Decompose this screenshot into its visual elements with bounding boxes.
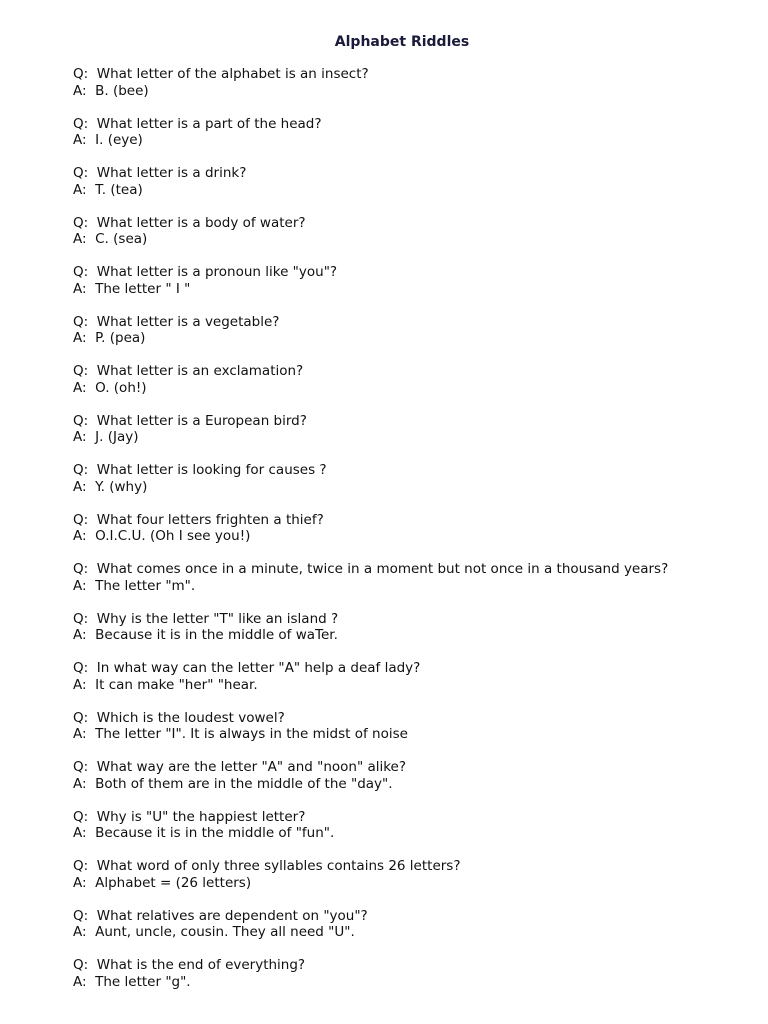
riddle-answer: A: The letter " I " [73, 280, 191, 297]
riddle-question: Q: What letter is an exclamation? [73, 363, 304, 379]
riddle-answer: A: The letter "I". It is always in the midst of noise [73, 726, 408, 742]
riddle-question: Q: What letter is looking for causes ? [73, 462, 327, 478]
riddle-item [73, 858, 668, 908]
riddle-question: Q: Why is the letter "T" like an island ? [73, 610, 339, 627]
riddle-answer: A: Aunt, uncle, cousin. They all need "U". [73, 924, 355, 940]
riddle-answer: A: Because it is in the middle of "fun". [73, 825, 335, 841]
riddle-item [73, 710, 668, 760]
riddle-item [73, 759, 668, 809]
riddle-item [73, 66, 668, 116]
riddle-item [73, 462, 668, 512]
riddle-answer: A: O. (oh!) [73, 379, 147, 396]
riddle-question: Q: In what way can the letter "A" help a deaf lady? [73, 660, 421, 676]
riddle-answer: A: T. (tea) [73, 181, 143, 198]
riddle-item [73, 116, 668, 166]
riddle-question: Q: What letter is a pronoun like "you"? [73, 264, 338, 280]
riddle-item [73, 314, 668, 364]
riddle-answer: A: O.I.C.U. (Oh I see you!) [73, 528, 251, 544]
riddle-answer: A: C. (sea) [73, 231, 148, 247]
riddle-item [73, 908, 668, 958]
riddle-question: Q: What letter is a drink? [73, 165, 247, 181]
riddle-item [73, 512, 668, 562]
riddle-answer: A: B. (bee) [73, 82, 149, 99]
riddle-item [73, 809, 668, 859]
riddle-question: Q: What is the end of everything? [73, 957, 306, 973]
riddle-question: Q: What letter is a part of the head? [73, 115, 322, 132]
riddle-answer: A: Both of them are in the middle of the "day". [73, 775, 393, 792]
riddle-question: Q: What way are the letter "A" and "noon" alike? [73, 759, 407, 775]
riddle-list [73, 66, 668, 1007]
riddle-item [73, 363, 668, 413]
riddle-item [73, 215, 668, 265]
riddle-answer: A: I. (eye) [73, 132, 143, 148]
riddle-item [73, 561, 668, 611]
riddle-question: Q: What letter is a European bird? [73, 412, 307, 429]
riddle-item [73, 957, 668, 1007]
riddle-item [73, 165, 668, 215]
riddle-question: Q: What word of only three syllables contains 26 letters? [73, 858, 461, 874]
riddle-question: Q: Why is "U" the happiest letter? [73, 808, 306, 825]
riddle-answer: A: It can make "her" "hear. [73, 676, 258, 693]
riddle-answer: A: P. (pea) [73, 330, 146, 346]
riddle-question: Q: What four letters frighten a thief? [73, 511, 324, 528]
riddle-question: Q: What letter is a body of water? [73, 214, 306, 231]
riddle-answer: A: The letter "m". [73, 577, 196, 594]
riddle-answer: A: Because it is in the middle of waTer. [73, 627, 338, 643]
riddle-question: Q: What letter is a vegetable? [73, 313, 280, 330]
riddle-item [73, 413, 668, 463]
riddle-question: Q: What relatives are dependent on "you"? [73, 907, 368, 924]
riddle-answer: A: J. (Jay) [73, 429, 139, 445]
riddle-question: Q: What comes once in a minute, twice in a moment but not once in a thousand years? [73, 561, 669, 577]
riddle-item [73, 660, 668, 710]
riddle-answer: A: Alphabet = (26 letters) [73, 874, 252, 891]
riddle-item [73, 611, 668, 661]
page-title: Alphabet Riddles [334, 34, 470, 50]
riddle-answer: A: The letter "g". [73, 973, 191, 990]
riddle-question: Q: Which is the loudest vowel? [73, 709, 285, 726]
riddle-item [73, 264, 668, 314]
riddle-question: Q: What letter of the alphabet is an insect? [73, 66, 369, 82]
riddle-answer: A: Y. (why) [73, 478, 148, 495]
